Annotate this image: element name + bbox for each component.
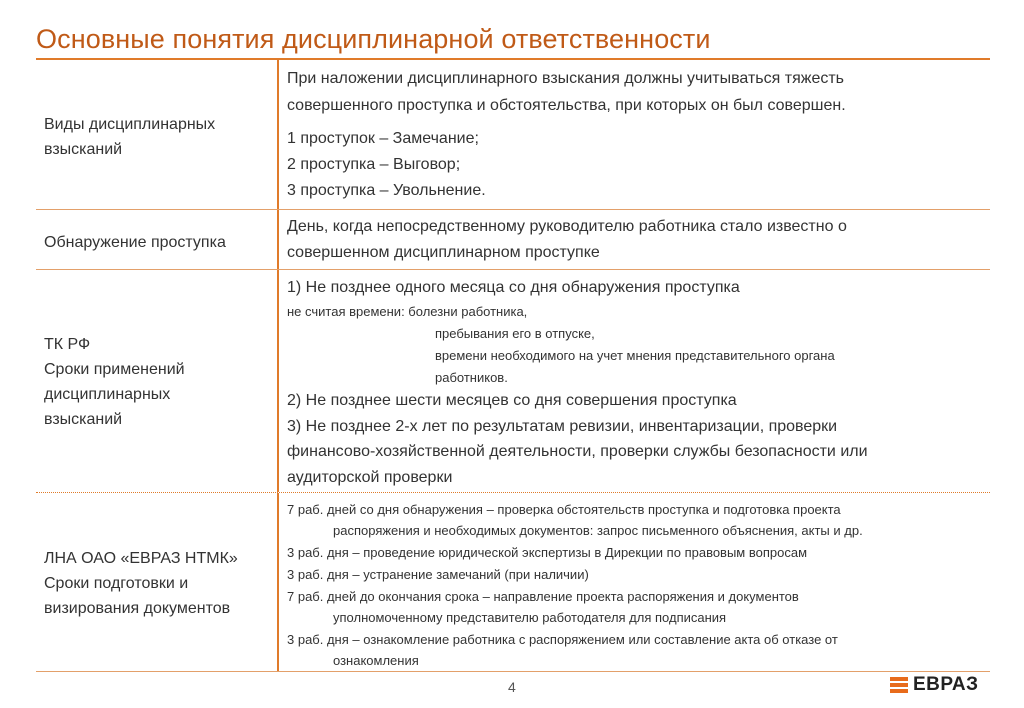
table-top-rule	[36, 58, 990, 60]
row4-item: уполномоченному представителю работодателя для подписания	[333, 610, 727, 625]
logo-text: ЕВРАЗ	[913, 674, 979, 695]
row-label-discovery: Обнаружение проступка	[44, 234, 226, 251]
row3-item: 2) Не позднее шести месяцев со дня совершения проступка	[287, 392, 737, 409]
column-divider	[277, 210, 279, 269]
row3-label-line: Сроки применений дисциплинарных взысканий	[44, 361, 185, 428]
column-divider	[277, 493, 279, 671]
row3-subitem: пребывания его в отпуске,	[435, 326, 595, 341]
row4-item: 3 раб. дня – устранение замечаний (при наличии)	[287, 567, 589, 582]
row4-item: 3 раб. дня – проведение юридической экспертизы в Дирекции по правовым вопросам	[287, 545, 808, 560]
row3-subitem: не считая времени: болезни работника,	[287, 304, 528, 319]
row2-text: совершенном дисциплинарном проступке	[287, 244, 600, 261]
row4-item: 7 раб. дней со дня обнаружения – проверка обстоятельств проступка и подготовка проекта	[287, 502, 841, 517]
row-label-penalty-types: Виды дисциплинарных взысканий	[44, 116, 216, 158]
row4-label-line: Сроки подготовки и визирования документов	[44, 575, 231, 617]
column-divider	[277, 60, 279, 209]
row3-item: аудиторской проверки	[287, 469, 453, 486]
row4-item: ознакомления	[333, 653, 419, 668]
row3-subitem: времени необходимого на учет мнения представительного органа	[435, 348, 835, 363]
logo-bars-icon	[890, 677, 908, 693]
evraz-logo	[890, 674, 979, 696]
row3-item: 1) Не позднее одного месяца со дня обнаружения проступка	[287, 279, 740, 296]
row1-text: совершенного проступка и обстоятельства, при которых он был совершен.	[287, 97, 846, 114]
row-label-lna	[44, 546, 274, 621]
row-label-tk-rf	[44, 332, 224, 432]
row1-list-item: 3 проступка – Увольнение.	[287, 182, 486, 199]
row4-label-line: ЛНА ОАО «ЕВРАЗ НТМК»	[44, 550, 238, 567]
row1-list-item: 2 проступка – Выговор;	[287, 156, 461, 173]
row-divider-dotted	[36, 492, 990, 493]
row4-item: распоряжения и необходимых документов: запрос письменного объяснения, акты и др.	[333, 523, 863, 538]
row3-item: 3) Не позднее 2-х лет по результатам ревизии, инвентаризации, проверки	[287, 418, 838, 435]
row4-item: 7 раб. дней до окончания срока – направление проекта распоряжения и документов	[287, 589, 799, 604]
row1-list-item: 1 проступок – Замечание;	[287, 130, 479, 147]
row3-label-line: ТК РФ	[44, 336, 91, 353]
page-number: 4	[508, 679, 516, 695]
row4-item: 3 раб. дня – ознакомление работника с распоряжением или составление акта об отказе от	[287, 632, 838, 647]
row2-text: День, когда непосредственному руководителю работника стало известно о	[287, 218, 847, 235]
row1-text: При наложении дисциплинарного взыскания должны учитываться тяжесть	[287, 70, 845, 87]
row3-item: финансово-хозяйственной деятельности, проверки службы безопасности или	[287, 443, 868, 460]
column-divider	[277, 270, 279, 492]
page-title: Основные понятия дисциплинарной ответственности	[36, 24, 711, 54]
table-bottom-rule	[36, 671, 990, 672]
row-divider	[36, 269, 990, 270]
row-divider	[36, 209, 990, 210]
row3-subitem: работников.	[435, 370, 508, 385]
